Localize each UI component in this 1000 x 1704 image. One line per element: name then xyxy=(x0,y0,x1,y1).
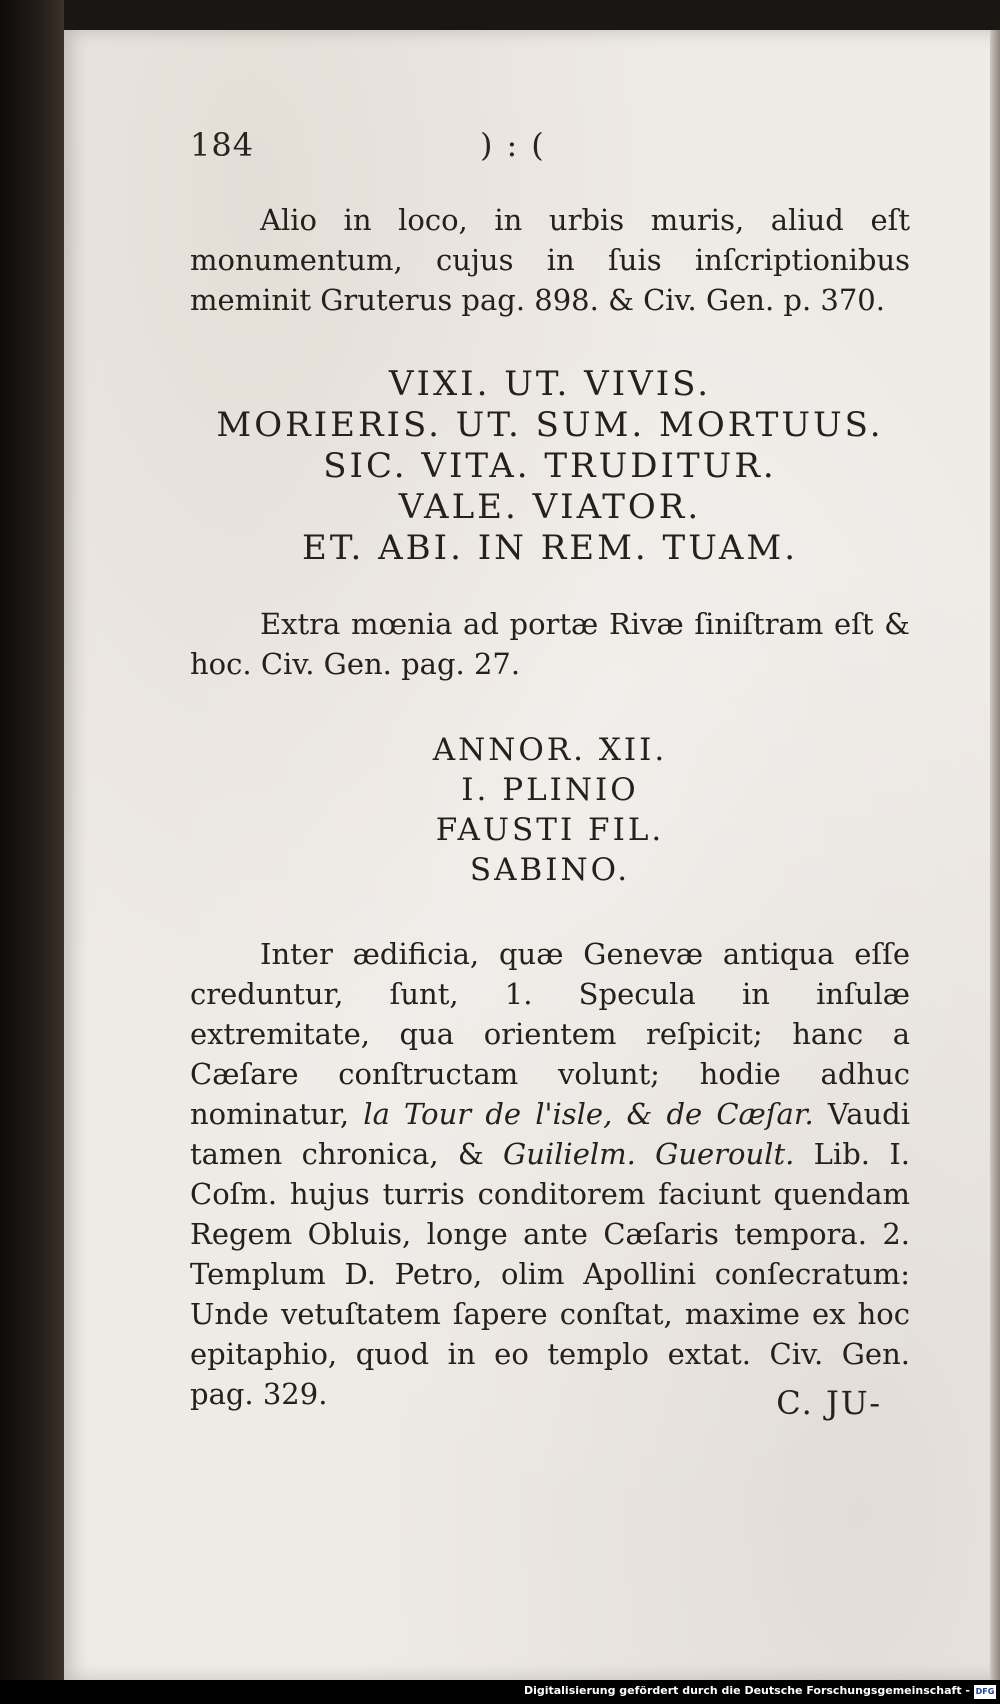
inscription-2-line: SABINO. xyxy=(469,852,631,888)
catchword: C. JU- xyxy=(776,1384,882,1422)
paragraph-1-text: Alio in loco, in urbis muris, aliud eſt monumentum, cujus in ſuis inſcriptionibus meminit Gruterus pag. 898. & Civ. Gen. p. 370. xyxy=(190,203,910,317)
inscription-1-line: MORIERIS. UT. SUM. MORTUUS. xyxy=(216,405,884,445)
inscription-1-line: VIXI. UT. VIVIS. xyxy=(388,364,712,404)
paragraph-2-text: Extra mœnia ad portæ Rivæ ſiniſtram eſt & hoc. Civ. Gen. pag. 27. xyxy=(190,607,910,681)
inscription-1 xyxy=(190,364,910,569)
inscription-1-line: ET. ABI. IN REM. TUAM. xyxy=(302,528,798,568)
paragraph-3-italic-2: Guilielm. Gueroult. xyxy=(503,1137,795,1171)
inscription-1-line: VALE. VIATOR. xyxy=(398,487,702,527)
dfg-logo: DFG xyxy=(974,1685,996,1699)
page-edge xyxy=(990,30,1000,1680)
book-binding xyxy=(0,0,64,1690)
paragraph-1 xyxy=(190,200,910,320)
inscription-2-line: ANNOR. XII. xyxy=(432,732,668,768)
paragraph-2 xyxy=(190,604,910,684)
footer-bar xyxy=(0,1680,1000,1704)
page-header xyxy=(190,126,910,166)
inscription-1-line: SIC. VITA. TRUDITUR. xyxy=(323,446,777,486)
paragraph-3-italic-1: la Tour de l'isle, & de Cæſar. xyxy=(363,1097,814,1131)
inscription-2-line: FAUSTI FIL. xyxy=(435,812,665,848)
paragraph-3-part-3: Lib. I. Coſm. hujus turris conditorem faciunt quendam Regem Obluis, longe ante Cæſaris tempora. 2. Templum D. Petro, olim Apollini conſecratum: Unde vetuſtatem ſapere conſtat, maxime ex hoc epitaphio, quod in eo templo extat. Civ. Gen. pag. 329. xyxy=(190,1137,910,1411)
paragraph-3-part-2: Vaudi tamen chronica, & xyxy=(190,1097,911,1171)
inscription-2 xyxy=(190,730,910,890)
page-number: 184 xyxy=(190,126,255,164)
paragraph-3-part-1: Inter ædificia, quæ Genevæ antiqua eſſe creduntur, ſunt, 1. Specula in inſulæ extremitate, qua orientem reſpicit; hanc a Cæſare conſtructam volunt; hodie adhuc nominatur, xyxy=(190,937,910,1131)
paragraph-3 xyxy=(190,934,910,1414)
paragraph-3-text xyxy=(190,934,910,1414)
inscription-2-line: I. PLINIO xyxy=(461,772,639,808)
footer-credit: Digitalisierung gefördert durch die Deutsche Forschungsgemeinschaft - xyxy=(523,1684,970,1697)
running-head: ):( xyxy=(480,126,558,164)
